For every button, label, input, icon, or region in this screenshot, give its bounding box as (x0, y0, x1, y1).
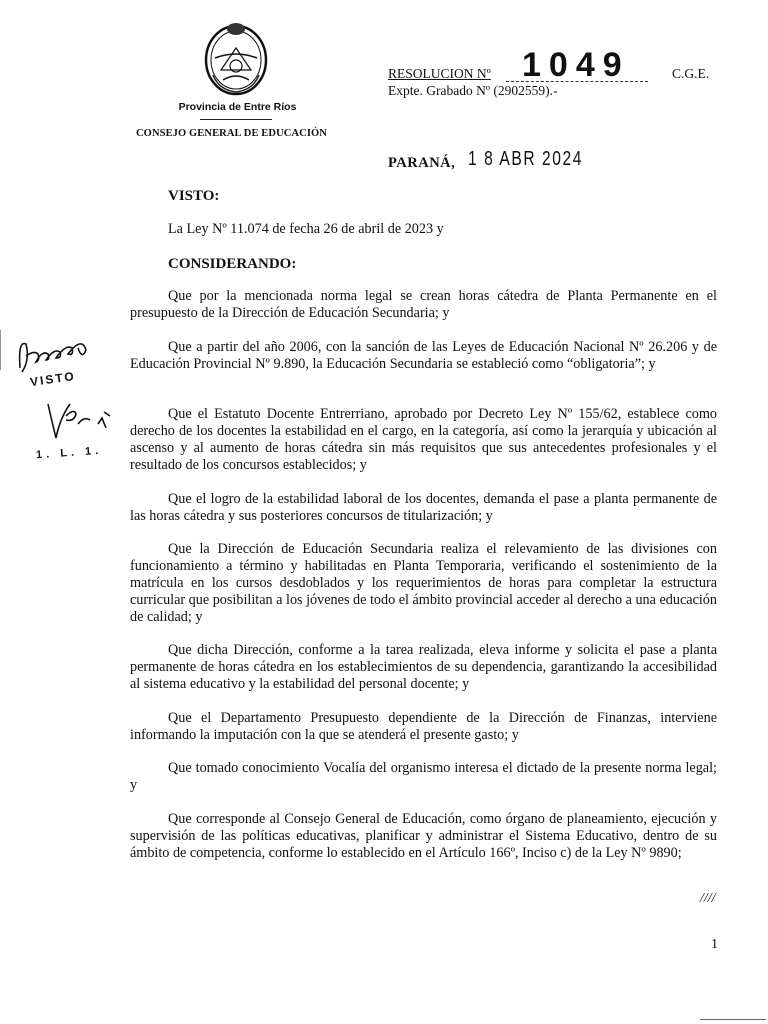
paragraph-2: Que a partir del año 2006, con la sanción de las Leyes de Educación Nacional Nº 26.206 y de Educación Provincial Nº 9.890, la Educación Secundaria se estableció como “obligatoria”; y (130, 339, 717, 372)
bottom-rule (700, 1019, 766, 1020)
visto-stamp: VISTO (29, 368, 77, 390)
visto-text: La Ley Nº 11.074 de fecha 26 de abril de 2023 y (168, 221, 444, 237)
resolution-label: RESOLUCION Nº (388, 66, 491, 81)
expedient-number: Expte. Grabado Nº (2902559).- (388, 83, 558, 98)
handwritten-initials-icon (40, 398, 120, 446)
paragraph-5: Que la Dirección de Educación Secundaria realiza el relevamiento de las divisiones con funcionamiento a término y habilitadas en Planta Temporaria, verificando el sostenimiento de la matrícula en los cursos desdoblados y los requerimientos de horas para completar la estructura curricular que posibilitan a los jóvenes de todo el ámbito provincial acceder al derecho a una educación de calidad; y (130, 541, 717, 625)
resolution-line (388, 46, 718, 84)
paragraph-3: Que el Estatuto Docente Entrerriano, aprobado por Decreto Ley Nº 155/62, establece como derecho de los docentes la estabilidad en el cargo, en la categoría, así como la jerarquía y ubicación al ascenso y al aumento de horas cátedra sin más requisitos que sus antecedentes profesionales y el resultado de los concursos establecidos; y (130, 406, 717, 473)
place-label: PARANÁ, (388, 155, 456, 171)
continuation-mark: //// (700, 891, 716, 906)
province-name: Provincia de Entre Ríos (178, 101, 297, 113)
visto-heading: VISTO: (168, 188, 220, 204)
paragraph-4: Que el logro de la estabilidad laboral de los docentes, demanda el pase a planta permanente de las horas cátedra y sus posteriores concursos de titularización; y (130, 491, 717, 524)
paragraph-8: Que tomado conocimiento Vocalía del organismo interesa el dictado de la presente norma legal; y (130, 760, 717, 793)
paragraph-9: Que corresponde al Consejo General de Educación, como órgano de planeamiento, ejecución y supervisión de las políticas educativas, planificar y administrar el Sistema Educativo, dentro de su ámbito de competencia, conforme lo establecido en el Artículo 166º, Inciso c) de la Ley Nº 9890; (130, 811, 717, 861)
paragraph-7: Que el Departamento Presupuesto dependiente de la Dirección de Finanzas, interviene informando la imputación con la que se atenderá el presente gasto; y (130, 710, 717, 743)
considerando-heading: CONSIDERANDO: (168, 256, 297, 272)
date-stamp: 1 8 ABR 2024 (468, 148, 584, 170)
margin-tick (0, 330, 5, 370)
paragraph-1: Que por la mencionada norma legal se crean horas cátedra de Planta Permanente en el presupuesto de la Dirección de Educación Secundaria; y (130, 288, 717, 321)
resolution-suffix: C.G.E. (672, 66, 710, 81)
paragraph-6: Que dicha Dirección, conforme a la tarea realizada, eleva informe y solicita el pase a planta permanente de horas cátedra en los establecimientos de su dependencia, garantizando la accesibilidad al sistema educativo y la estabilidad del personal docente; y (130, 642, 717, 692)
resolution-number: 1049 (522, 46, 630, 84)
province-underline (200, 119, 272, 120)
council-name: CONSEJO GENERAL DE EDUCACIÓN (136, 128, 327, 139)
page-number: 1 (711, 937, 718, 952)
stamp-code: 1. L. 1. (35, 444, 103, 462)
province-coat-of-arms-icon (201, 20, 271, 98)
